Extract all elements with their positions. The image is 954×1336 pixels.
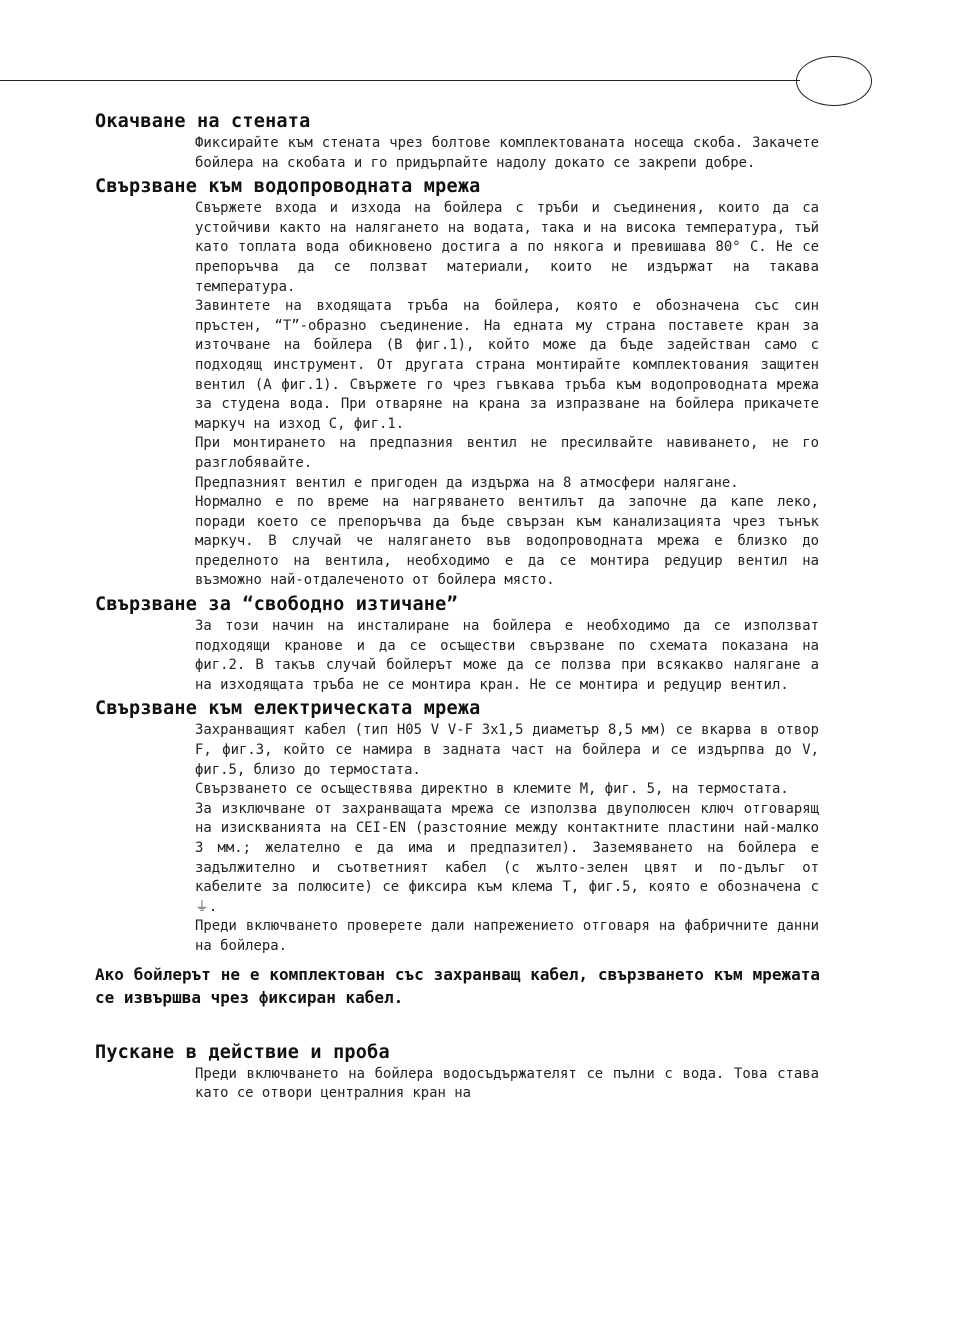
section-title: Свързване към водопроводната мрежа — [95, 176, 481, 198]
page-number-oval — [796, 56, 872, 106]
document-content — [95, 110, 825, 1106]
section-startup-test — [95, 1041, 825, 1104]
section-title: Пускане в действие и проба — [95, 1041, 390, 1063]
paragraph: За този начин на инсталиране на бойлера е необходимо да се използват подходящи кранове и да се осъществи свързване по схемата показана на фиг.2. В такъв случай бойлерът може да се ползва при всякакво налягане а на изходящата тръба не се монтира кран. Не се монтира и редуцир вентил. — [195, 618, 819, 693]
section-title: Свързване към електрическата мрежа — [95, 698, 481, 720]
section-title: Окачване на стената — [95, 111, 311, 132]
paragraph: Завинтете на входящата тръба на бойлера, която е обозначена със син пръстен, “Т”-образно съединение. На едната му страна поставете кран за източване на бойлера (В фиг.1), който може да бъде задействан само с подходящ инструмент. От другата страна монтирайте комплектования защитен вентил (А фиг.1). Свържете го чрез гъвкава тръба към водопроводната мрежа за студена вода. При отваряне на крана за изпразване на бойлера прикачете маркуч на изход С, фиг.1. — [195, 298, 819, 432]
paragraph: За изключване от захранващата мрежа се използва двуполюсен ключ отговарящ на изискванията на CEI-EN (разстояние между контактните пластини най-малко 3 мм.; желателно е да има и предпазител). Заземяването на бойлера е задължително и съответният кабел (с жълто-зелен цвят и по-дълъг от кабелите за полюсите) се фиксира към клема Т, фиг.5, която е обозначена с ⏚. — [195, 800, 819, 915]
paragraph: Свързването се осъществява директно в клемите М, фиг. 5, на термостата. — [195, 781, 789, 798]
section-electrical-connection — [95, 697, 825, 956]
section-title: Свързване за “свободно изтичане” — [95, 594, 458, 616]
header-rule — [0, 80, 800, 81]
paragraph: Захранващият кабел (тип H05 V V-F 3x1,5 диаметър 8,5 мм) се вкарва в отвор F, фиг.3, който се намира в задната част на бойлера и се издърпва до V, фиг.5, близо до термостата. — [195, 722, 819, 778]
section-free-flow — [95, 593, 825, 695]
warning-note: Ако бойлерът не е комплектован със захранващ кабел, свързването към мрежата се извършва чрез фиксиран кабел. — [95, 964, 820, 1007]
paragraph: Фиксирайте към стената чрез болтове комплектованата носеща скоба. Закачете бойлера на скобата и го придърпайте надолу докато се закрепи добре. — [195, 135, 819, 171]
paragraph: Преди включването проверете дали напрежението отговаря на фабричните данни на бойлера. — [195, 918, 819, 954]
section-water-connection — [95, 175, 825, 591]
paragraph: Предпазният вентил е пригоден да издържа на 8 атмосфери налягане. — [195, 474, 739, 491]
section-wall-mounting — [95, 110, 825, 173]
paragraph: При монтирането на предпазния вентил не пресилвайте навиването, не го разглобявайте. — [195, 435, 819, 471]
paragraph: Преди включването на бойлера водосъдържателят се пълни с вода. Това става като се отвори централния кран на — [195, 1065, 819, 1102]
paragraph: Свържете входа и изхода на бойлера с тръби и съединения, които да са устойчиви както на налягането на водата, така и на висока температура, тъй като топлата вода обикновено достига а по някога и превишава 80° С. Не се препоръчва да се ползват материали, които не издържат на такава температура. — [195, 200, 819, 295]
paragraph: Нормално е по време на нагряването вентилът да започне да капе леко, поради което се препоръчва да бъде свързан към канализацията чрез тънък маркуч. В случай че налягането във водопроводната мрежа е близко до пределното на вентила, необходимо е да се монтира редуцир вентил на възможно най-отдалеченото от бойлера място. — [195, 494, 819, 589]
